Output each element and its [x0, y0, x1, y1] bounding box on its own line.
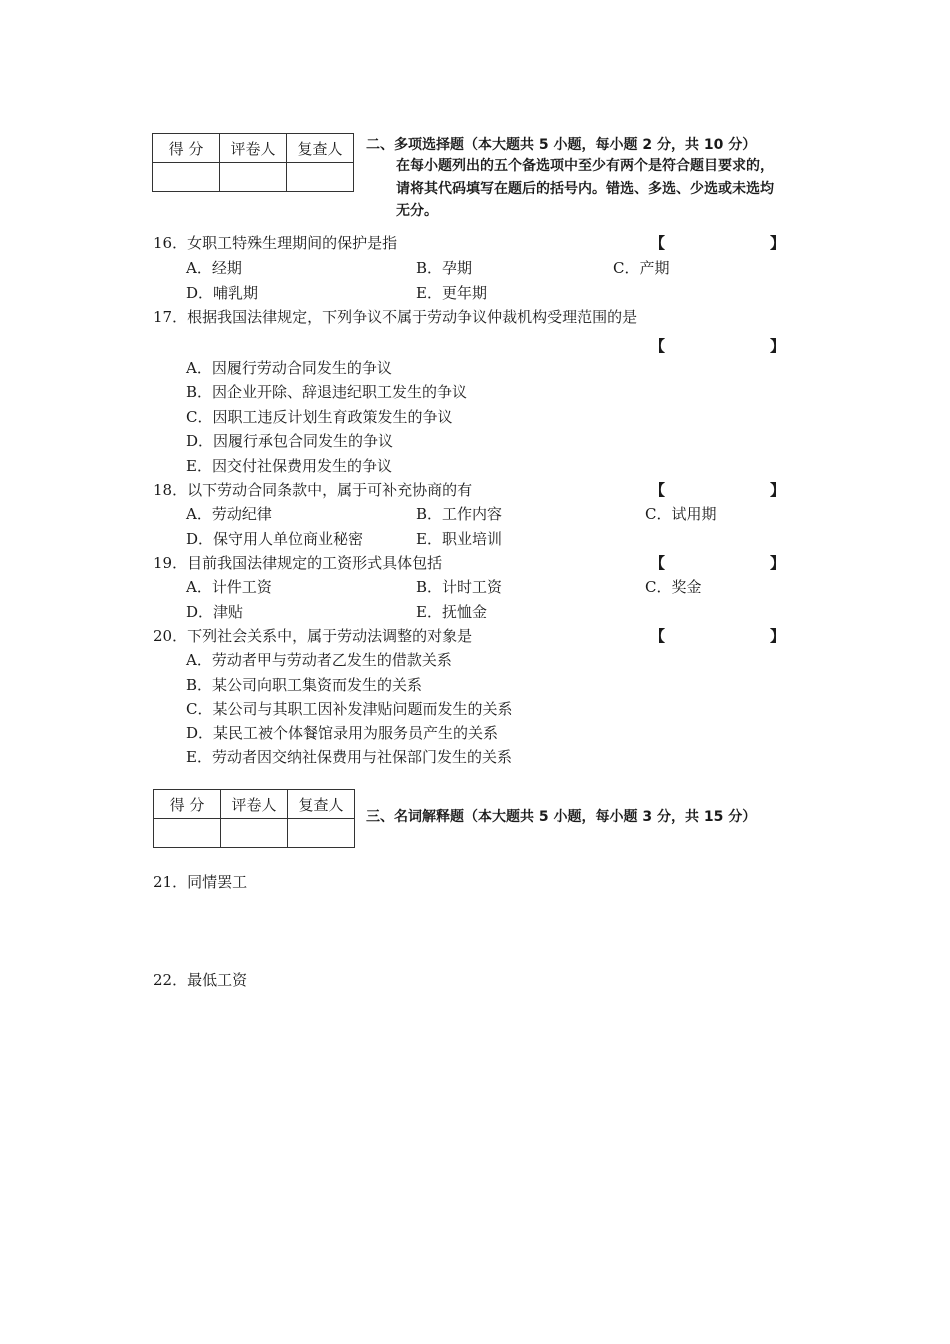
q18-option-b: B．工作内容 [416, 505, 503, 523]
q19-option-e: E．抚恤金 [416, 603, 487, 621]
question-18: 18．以下劳动合同条款中，属于可补充协商的有 [153, 481, 473, 499]
reviewer-cell[interactable] [288, 819, 355, 848]
q20-option-d: D．某民工被个体餐馆录用为服务员产生的关系 [186, 724, 499, 742]
reviewer-header: 复查人 [288, 790, 355, 819]
q17-option-b: B．因企业开除、辞退违纪职工发生的争议 [186, 383, 468, 401]
answer-bracket-right: 】 [770, 337, 786, 355]
q19-option-b: B．计时工资 [416, 578, 503, 596]
q20-option-a: A．劳动者甲与劳动者乙发生的借款关系 [186, 651, 452, 669]
q18-option-d: D．保守用人单位商业秘密 [186, 530, 364, 548]
answer-bracket-right: 】 [770, 481, 786, 499]
grader-header: 评卷人 [221, 790, 288, 819]
answer-bracket-right: 】 [770, 627, 786, 645]
score-header: 得 分 [154, 790, 221, 819]
q20-option-e: E．劳动者因交纳社保费用与社保部门发生的关系 [186, 748, 512, 766]
score-table-section-3 [153, 789, 355, 848]
q18-option-c: C．试用期 [645, 505, 717, 523]
answer-bracket-left: 【 [650, 234, 666, 252]
question-17: 17．根据我国法律规定，下列争议不属于劳动争议仲裁机构受理范围的是 [153, 308, 638, 326]
q20-option-c: C．某公司与其职工因补发津贴问题而发生的关系 [186, 700, 513, 718]
q16-option-c: C．产期 [613, 259, 670, 277]
answer-bracket-left: 【 [650, 481, 666, 499]
score-cell[interactable] [153, 163, 220, 192]
q18-option-e: E．职业培训 [416, 530, 502, 548]
reviewer-header: 复查人 [287, 134, 354, 163]
q16-option-d: D．哺乳期 [186, 284, 259, 302]
question-20: 20．下列社会关系中，属于劳动法调整的对象是 [153, 627, 473, 645]
grader-header: 评卷人 [220, 134, 287, 163]
reviewer-cell[interactable] [287, 163, 354, 192]
section-2-instructions: 在每小题列出的五个备选项中至少有两个是符合题目要求的，请将其代码填写在题后的括号内。错选、多选、少选或未选均无分。 [396, 158, 774, 219]
score-cell[interactable] [154, 819, 221, 848]
question-16: 16．女职工特殊生理期间的保护是指 [153, 234, 398, 252]
q19-option-d: D．津贴 [186, 603, 244, 621]
grader-cell[interactable] [221, 819, 288, 848]
question-19: 19．目前我国法律规定的工资形式具体包括 [153, 554, 443, 572]
answer-bracket-right: 】 [770, 554, 786, 572]
score-header: 得 分 [153, 134, 220, 163]
answer-bracket-left: 【 [650, 337, 666, 355]
answer-bracket-left: 【 [650, 554, 666, 572]
question-21: 21．同情罢工 [153, 873, 248, 891]
section-3-heading: 三、名词解释题（本大题共 5 小题，每小题 3 分，共 15 分） [366, 809, 757, 825]
q16-option-b: B．孕期 [416, 259, 473, 277]
q18-option-a: A．劳动纪律 [186, 505, 272, 523]
q16-option-e: E．更年期 [416, 284, 487, 302]
answer-bracket-left: 【 [650, 627, 666, 645]
question-22: 22．最低工资 [153, 971, 248, 989]
q16-option-a: A．经期 [186, 259, 242, 277]
q20-option-b: B．某公司向职工集资而发生的关系 [186, 676, 423, 694]
q17-option-a: A．因履行劳动合同发生的争议 [186, 359, 392, 377]
q19-option-c: C．奖金 [645, 578, 702, 596]
grader-cell[interactable] [220, 163, 287, 192]
q17-option-d: D．因履行承包合同发生的争议 [186, 432, 394, 450]
q19-option-a: A．计件工资 [186, 578, 272, 596]
answer-bracket-right: 】 [770, 234, 786, 252]
score-table-section-2 [152, 133, 354, 192]
q17-option-c: C．因职工违反计划生育政策发生的争议 [186, 408, 453, 426]
section-2-heading: 二、多项选择题（本大题共 5 小题，每小题 2 分，共 10 分） [366, 137, 757, 153]
q17-option-e: E．因交付社保费用发生的争议 [186, 457, 392, 475]
